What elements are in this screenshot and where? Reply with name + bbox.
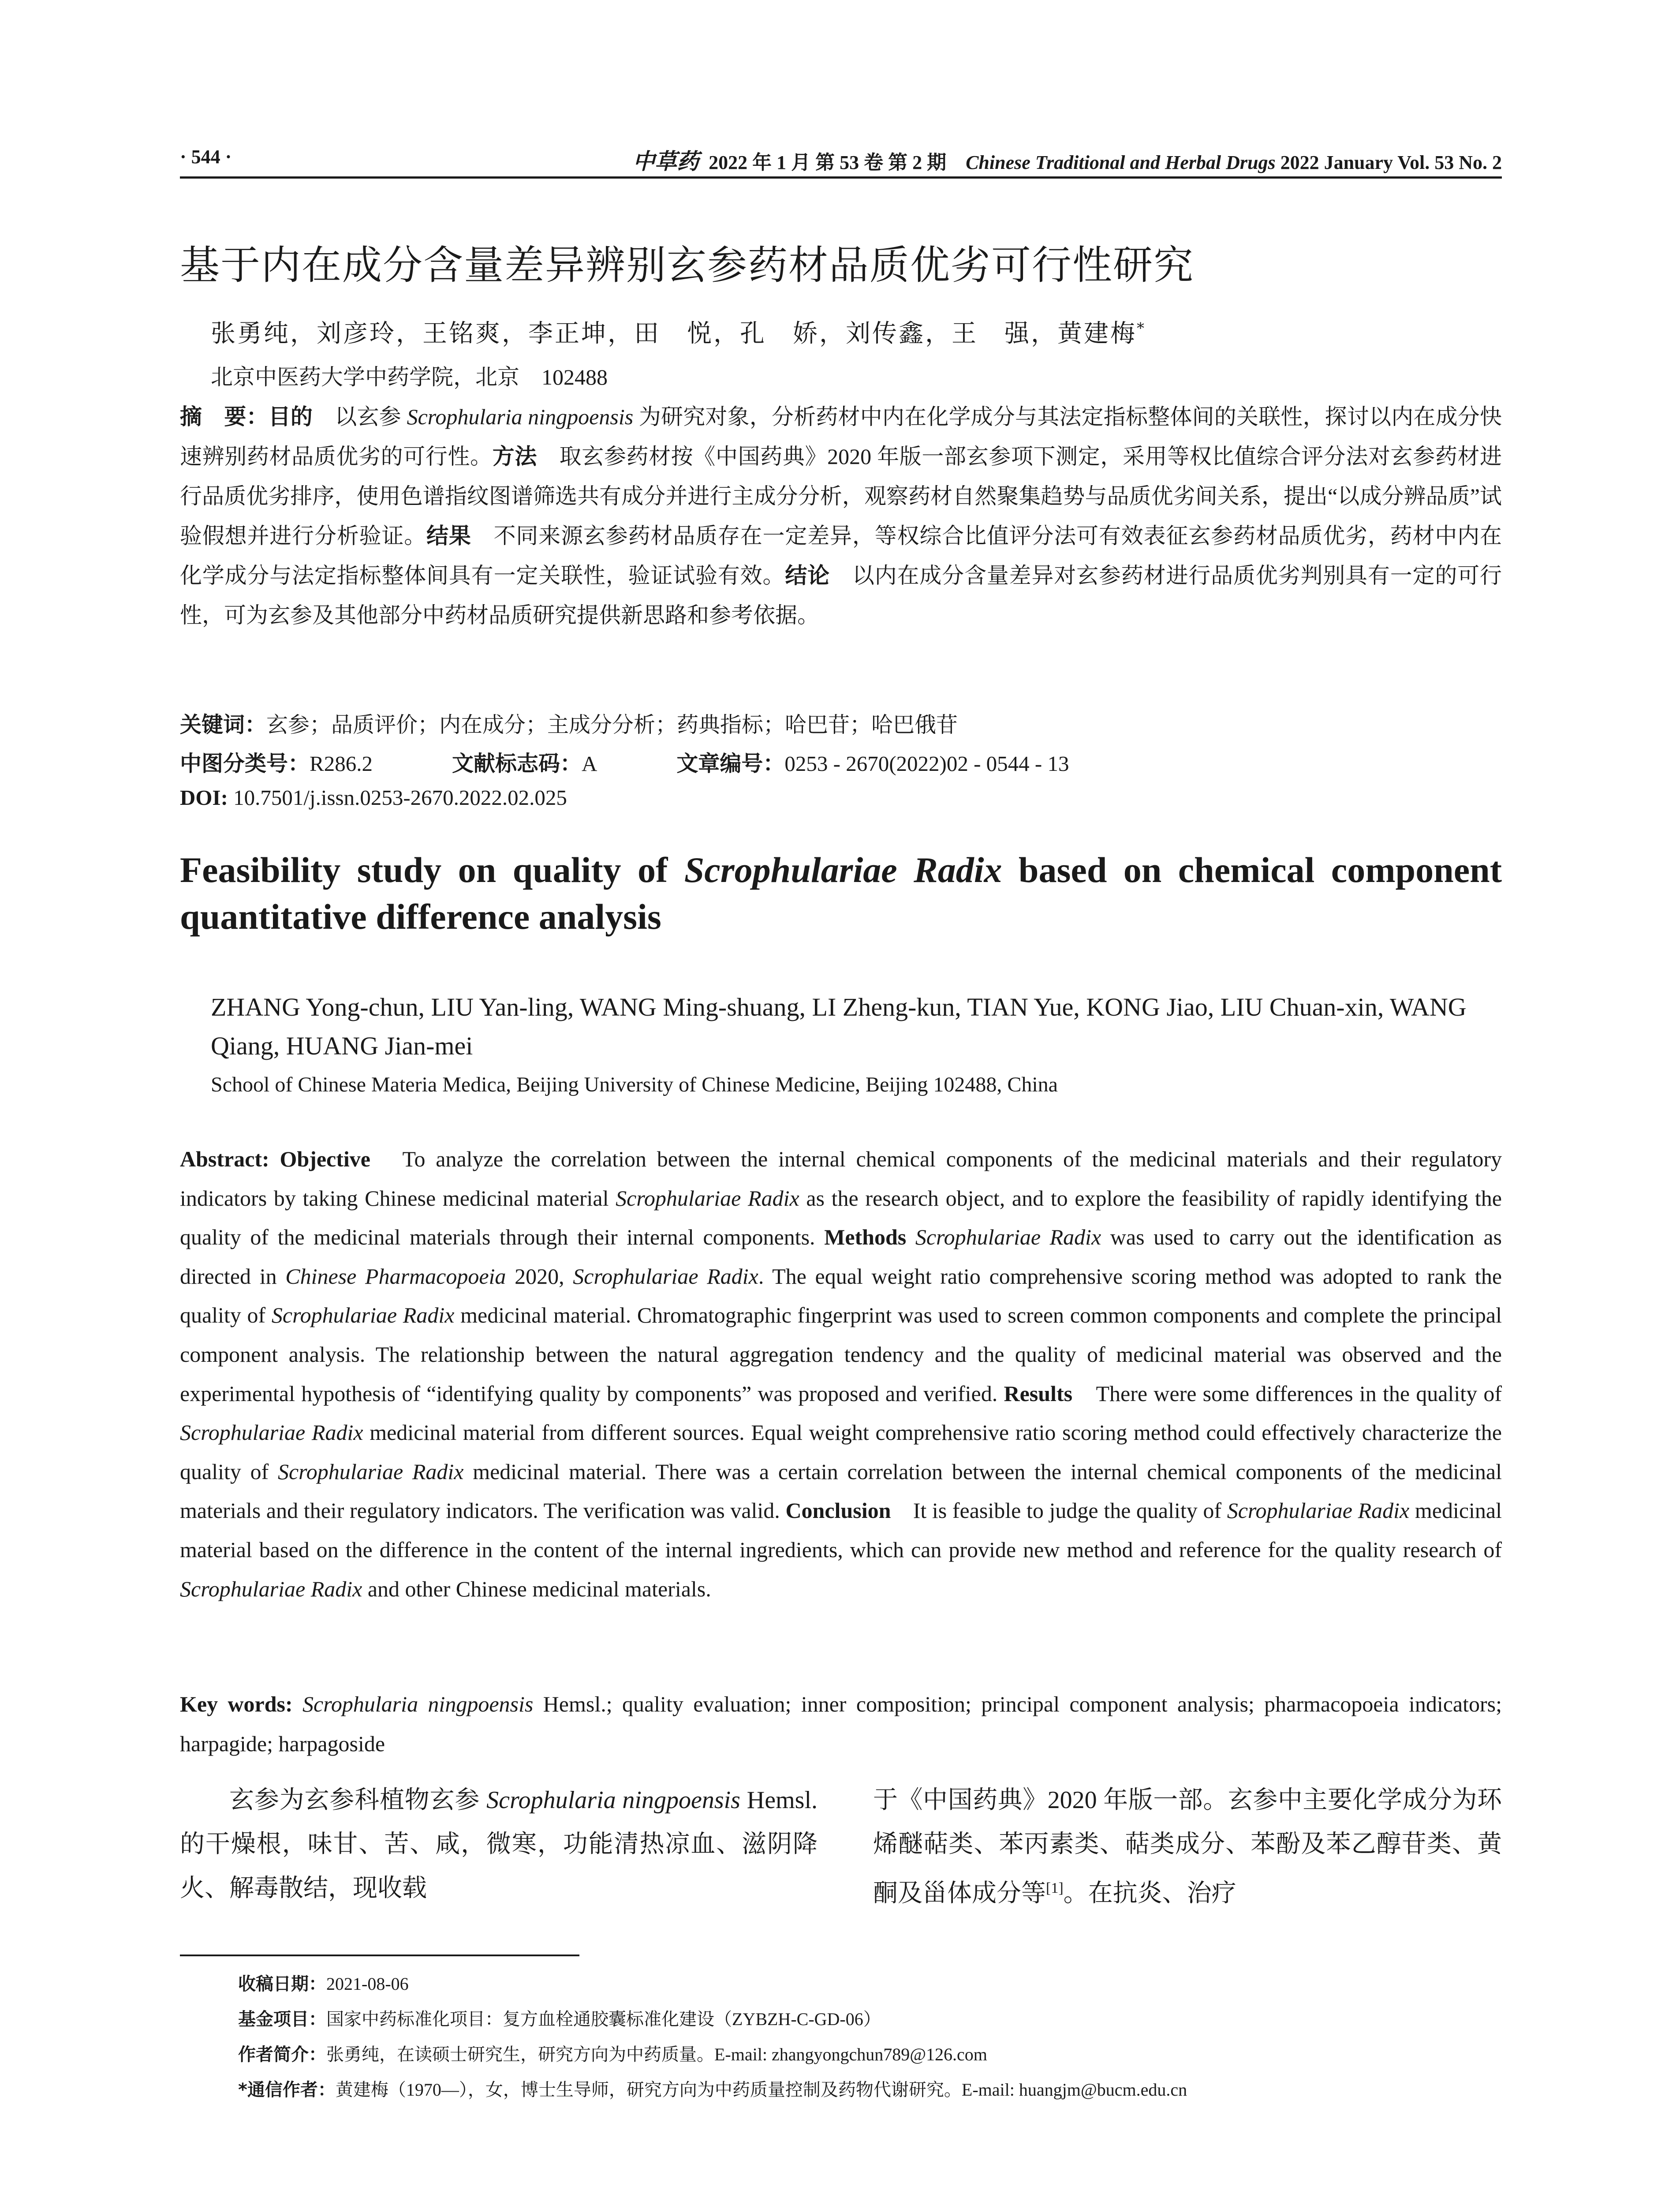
footnote-received [238, 1970, 409, 1995]
doi-line [180, 785, 567, 810]
footnote-text: 国家中药标准化项目：复方血栓通胶囊标准化建设（ZYBZH-C-GD-06） [326, 2009, 881, 2029]
english-title [180, 847, 1502, 940]
issue-en: 2022 January Vol. 53 No. 2 [1280, 152, 1502, 173]
objective-text: 以玄参 [313, 404, 407, 429]
species-name: Scrophulariae Radix [915, 1225, 1101, 1250]
species-name: Scrophulariae Radix [271, 1303, 455, 1328]
english-title-species: Scrophulariae Radix [684, 850, 1002, 890]
chinese-authors [211, 314, 1146, 349]
pharmacopoeia-name: Chinese Pharmacopoeia [285, 1263, 506, 1289]
english-results-label: Results [1004, 1381, 1073, 1406]
abstract-text: 2020, [506, 1263, 573, 1289]
english-abstract [180, 1140, 1502, 1608]
article-no-label: 文章编号： [676, 751, 785, 776]
doc-code-value: A [581, 751, 597, 776]
footnote-label: *通信作者： [238, 2080, 336, 2100]
english-keywords-label: Key words: [180, 1692, 293, 1716]
abstract-text: It is feasible to judge the quality of [891, 1498, 1227, 1523]
journal-name-en: Chinese Traditional and Herbal Drugs [966, 152, 1276, 173]
footnote-text: 2021-08-06 [326, 1974, 409, 1994]
species-name: Scrophularia ningpoensis [302, 1692, 534, 1716]
footnote-corresponding [238, 2076, 1187, 2101]
results-label: 结果 [426, 523, 471, 549]
chinese-keywords [180, 708, 958, 739]
footnote-text: 黄建梅（1970—），女，博士生导师，研究方向为中药质量控制及药物代谢研究。E-mail: huangjm@bucm.edu.cn [335, 2080, 1187, 2100]
english-title-part: Feasibility study on quality of [180, 850, 684, 890]
conclusion-label: 结论 [785, 563, 830, 588]
issue-cn: 2022 年 1 月 第 53 卷 第 2 期 [709, 152, 947, 173]
abstract-text: was used to carry out the identification as directed in [180, 1225, 1502, 1289]
abstract-text: medicinal material. Chromatographic fingerprint was used to screen common components and complete the principal component analysis. The relationship between the natural aggregation tendency and the quality of medicinal material was observed and the experimental hypothesis of “identifying quality by components” was proposed and verified. [180, 1303, 1502, 1406]
body-column-left [180, 1778, 818, 1910]
clc-value: R286.2 [310, 751, 373, 776]
abstract-label: 摘 要： [180, 404, 269, 430]
species-name: Scrophulariae Radix [616, 1185, 799, 1211]
clc-label: 中图分类号： [180, 751, 310, 776]
citation-ref: [1] [1046, 1880, 1064, 1896]
doi-value: 10.7501/j.issn.0253-2670.2022.02.025 [228, 785, 567, 810]
footnote-fund [238, 2005, 881, 2030]
abstract-text: medicinal material. There was a certain correlation between the internal chemical components of the medicinal materials and their regulatory indicators. The verification was valid. [180, 1459, 1502, 1523]
body-text: 玄参为玄参科植物玄参 [229, 1786, 487, 1814]
objective-text-2: 为研究对象，分析药材中内在化学成分与其法定指标整体间的关联性，探讨以内在成分快速辨别药材品质优劣的可行性。 [180, 404, 1502, 469]
chinese-title: 基于内在成分含量差异辨别玄参药材品质优劣可行性研究 [180, 242, 1194, 288]
body-text: 于《中国药典》2020 年版一部。玄参中主要化学成分为环烯醚萜类、苯丙素类、萜类成分、苯酚及苯乙醇苷类、黄酮及甾体成分等 [873, 1786, 1502, 1907]
abstract-text: as the research object, and to explore the feasibility of rapidly identifying the quality of the medicinal materials through their internal components. [180, 1185, 1502, 1250]
classification-line [180, 747, 1069, 777]
abstract-text: There were some differences in the quality of [1072, 1381, 1502, 1406]
running-header [180, 142, 1502, 179]
species-name: Scrophularia ningpoensis [486, 1786, 740, 1814]
english-keywords-text: Hemsl.; quality evaluation; inner composition; principal component analysis; pharmacopoeia indicators; harpagide; harpagoside [180, 1692, 1502, 1756]
english-abstract-label: Abstract: Objective [180, 1147, 370, 1171]
doi-label: DOI: [180, 785, 228, 810]
corresponding-mark: * [1137, 319, 1146, 337]
chinese-abstract [180, 397, 1502, 635]
english-conclusion-label: Conclusion [785, 1498, 891, 1523]
chinese-author-list: 张勇纯，刘彦玲，王铭爽，李正坤，田 悦，孔 娇，刘传鑫，王 强，黄建梅 [211, 319, 1137, 348]
body-text: 。在抗炎、治疗 [1063, 1880, 1236, 1907]
methods-text: 取玄参药材按《中国药典》2020 年版一部玄参项下测定，采用等权比值综合评分法对玄参药材进行品质优劣排序，使用色谱指纹图谱筛选共有成分并进行主成分分析，观察药材自然聚集趋势与品质优劣间关系，提出“以成分辨品质”试验假想并进行分析验证。 [180, 444, 1502, 548]
keywords-label: 关键词： [180, 712, 267, 737]
conclusion-text: 以内在成分含量差异对玄参药材进行品质优劣判别具有一定的可行性，可为玄参及其他部分中药材品质研究提供新思路和参考依据。 [180, 563, 1502, 628]
doc-code-label: 文献标志码： [452, 751, 582, 776]
journal-info [633, 144, 1502, 176]
results-text: 不同来源玄参药材品质存在一定差异，等权综合比值评分法可有效表征玄参药材品质优劣，药材中内在化学成分与法定指标整体间具有一定关联性，验证试验有效。 [180, 523, 1502, 588]
abstract-text: To analyze the correlation between the internal chemical components of the medicinal materials and their regulatory indicators by taking Chinese medicinal material [180, 1147, 1502, 1211]
chinese-affiliation: 北京中医药大学中药学院，北京 102488 [211, 365, 608, 389]
species-name: Scrophulariae Radix [180, 1576, 362, 1601]
footnote-rule [180, 1955, 579, 1956]
footnote-author [238, 2041, 987, 2066]
species-name: Scrophulariae Radix [180, 1420, 363, 1445]
footnote-label: 基金项目： [238, 2009, 326, 2029]
species-name: Scrophularia ningpoensis [407, 404, 634, 429]
abstract-text: and other Chinese medicinal materials. [362, 1576, 711, 1601]
methods-label: 方法 [492, 444, 537, 469]
page-number: · 544 · [180, 146, 232, 168]
footnote-text: 张勇纯，在读硕士研究生，研究方向为中药质量。E-mail: zhangyongchun789@126.com [326, 2044, 987, 2064]
species-name: Scrophulariae Radix [573, 1263, 758, 1289]
abstract-text: . The equal weight ratio comprehensive scoring method was adopted to rank the quality of [180, 1263, 1502, 1328]
footnote-label: 收稿日期： [238, 1974, 326, 1994]
english-title-part-2: based on chemical component quantitative difference analysis [180, 850, 1502, 937]
english-keywords [180, 1684, 1502, 1764]
abstract-text: medicinal material based on the difference in the content of the internal ingredients, which can provide new method and reference for the quality research of [180, 1498, 1502, 1562]
english-methods-label: Methods [824, 1225, 907, 1250]
journal-brand: 中草药 [633, 148, 699, 174]
article-no-value: 0253 - 2670(2022)02 - 0544 - 13 [784, 751, 1069, 776]
species-name: Scrophulariae Radix [1227, 1498, 1410, 1523]
body-column-right [873, 1778, 1502, 1916]
keywords-text: 玄参；品质评价；内在成分；主成分分析；药典指标；哈巴苷；哈巴俄苷 [266, 713, 958, 737]
english-authors: ZHANG Yong-chun, LIU Yan-ling, WANG Ming-shuang, LI Zheng-kun, TIAN Yue, KONG Jiao, LIU Chuan-xin, WANG Qiang, HUANG Jian-mei [211, 993, 1467, 1060]
abstract-text: medicinal material from different sources. Equal weight comprehensive ratio scoring method could effectively characterize the quality of [180, 1420, 1502, 1484]
body-text: Hemsl.的干燥根，味甘、苦、咸，微寒，功能清热凉血、滋阴降火、解毒散结，现收载 [180, 1786, 818, 1902]
footnote-label: 作者简介： [238, 2044, 326, 2065]
english-affiliation: School of Chinese Materia Medica, Beijing University of Chinese Medicine, Beijing 102488, China [211, 1073, 1058, 1096]
objective-label: 目的 [268, 404, 313, 430]
species-name: Scrophulariae Radix [277, 1459, 464, 1484]
